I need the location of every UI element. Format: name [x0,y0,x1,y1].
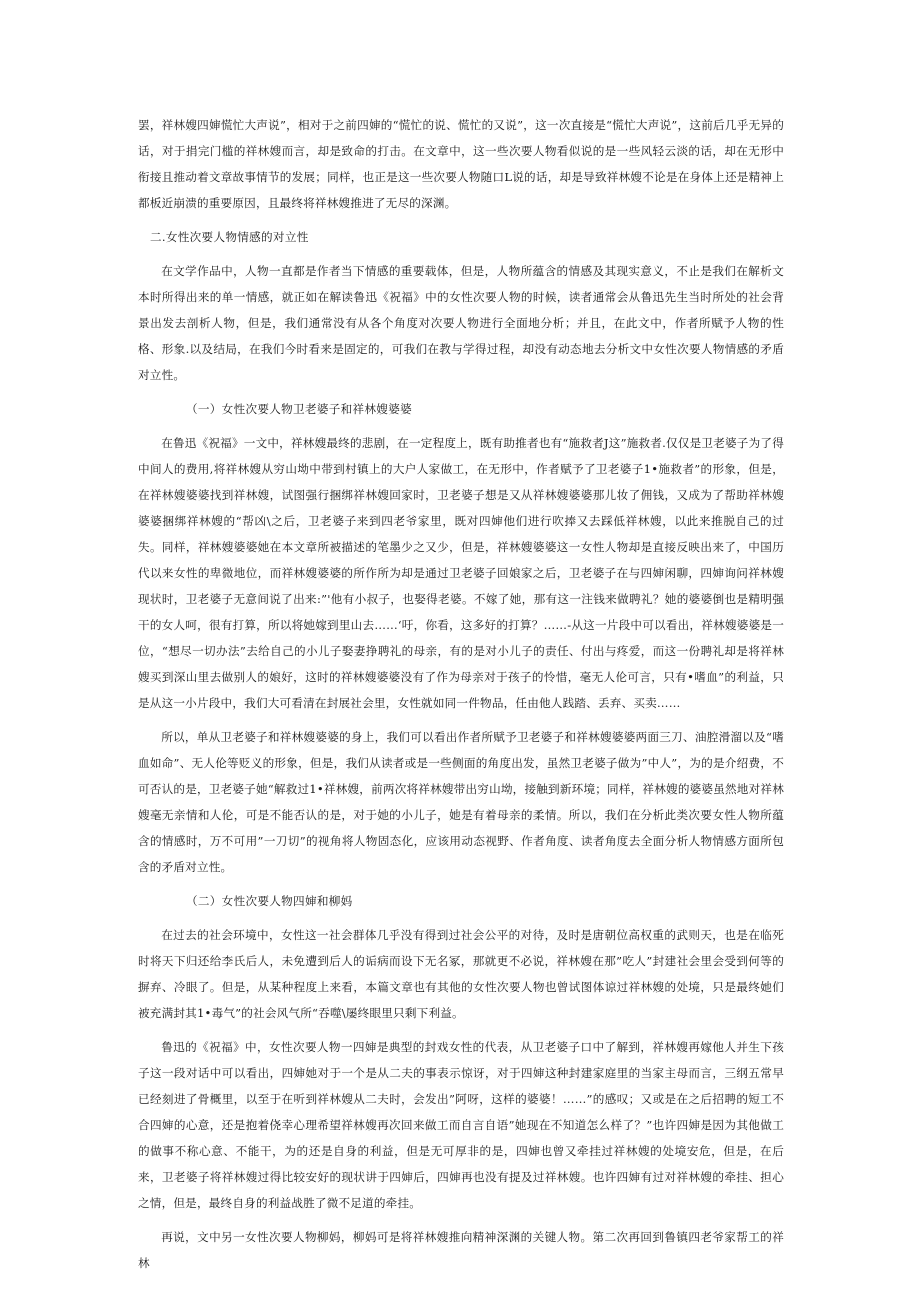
paragraph-5: 在过去的社会环境中，女性这一社会群体几乎没有得到过社会公平的对待，及时是唐朝位高权重的武则天，也是在临死时将天下归还给李氏后人，未免遭到后人的诟病而设下无名冢，那就更不必说，祥林嫂在那”吃人”封建社会里会受到何等的摒弃、冷眼了。但是，从某种程度上来看，本篇文章也有其他的女性次要人物也曾试图体谅过祥林嫂的处境，只是最终她们被充满封其1•毒气”的社会风气所“吞噬\屡终眼里只剩下利益。 [138,928,784,1020]
paragraph-4: 所以，单从卫老婆子和祥林嫂婆婆的身上，我们可以看出作者所赋予卫老婆子和祥林嫂婆婆两面三刀、油腔滑溜以及“嗜血如命”、无人伦等贬义的形象，但是，我们从读者或是一些侧面的角度出发，虽然卫老婆子做为”中人”，为的是介绍费，不可否认的是，卫老婆子她“解救过1•祥林嫂，前两次将祥林嫂带出穷山坳，接触到新环境；同样，祥林嫂的婆婆虽然地对祥林嫂毫无亲情和人伦，可是不能否认的是，对于她的小儿子，她是有着母亲的柔情。所以，我们在分析此类次要女性人物所蕴含的情感时，万不可用”一刀切”的视角将人物固态化，应该用动态视野、作者角度、读者角度去全面分析人物情感方面所包含的矛盾对立性。 [138,730,784,874]
subsection-heading-2: （二）女性次要人物四婶和柳妈 [186,894,353,908]
paragraph-1: 罢，祥林嫂四婶慌忙大声说”，相对于之前四婶的“慌忙的说、慌忙的又说”，这一次直接是“慌忙大声说”，这前后几乎无异的话，对于捐完门槛的祥林嫂而言，却是致命的打击。在文章中，这一些次要人物看似说的是一些风轻云淡的话，却在无形中衔接且推动着文章故事情节的发展；同样，也正是这一些次要人物随口L说的话，却是导致祥林嫂不论是在身体上还是精神上都板近崩溃的重要原因，且最终将祥林嫂推进了无尽的深渊。 [138,118,784,210]
subsection-heading-1: （一）女性次要人物卫老婆子和祥林嫂婆婆 [186,402,412,416]
paragraph-7: 再说，文中另一女性次要人物柳妈，柳妈可是将祥林嫂推向精神深渊的关键人物。第二次再回到鲁镇四老爷家帮工的祥林 [138,1230,784,1270]
paragraph-3: 在鲁迅《祝福》一文中，祥林嫂最终的悲剧，在一定程度上，既有助推者也有“施救者J这”施救者.仅仅是卫老婆子为了得中间人的费用,将祥林嫂从穷山坳中带到村镇上的大户人家做工，在无形中，作者赋予了卫老婆子1•施救者”的形象，但是，在祥林嫂婆婆找到祥林嫂，试图强行捆绑祥林嫂回家时，卫老婆子想是又从祥林嫂婆婆那儿妆了佣钱，又成为了帮助祥林嫂婆婆捆绑祥林嫂的“帮凶\之后，卫老婆子来到四老爷家里，既对四婶他们进行吹捧又去踩低祥林嫂，以此来推脱自己的过失。同样，祥林嫂婆婆她在本文章所被描述的笔墨少之又少，但是，祥林嫂婆婆这一女性人物却是直接反映出来了，中国历代以来女性的卑微地位，而祥林嫂婆婆的所作所为却是通过卫老婆子回娘家之后，卫老婆子在与四婶闲聊，四婶询问祥林嫂现状时，卫老婆子无意间说了出来:”'他有小叔子，也娶得老婆。不嫁了她，那有这一注钱来做聘礼？她的婆婆倒也是精明强干的女人呵，很有打算，所以将她嫁到里山去……‘吁，你看，这多好的打算？……-从这一片段中可以看出，祥林嫂婆婆是一位，“想尽一切办法”去给自己的小儿子娶妻挣聘礼的母亲，有的是对小儿子的责任、付出与疼爱，而这一份聘礼却是将祥林嫂买到深山里去做别人的娘好，这时的祥林嫂婆婆没有了作为母亲对于孩子的怜惜，毫无人伦可言，只有•嗜血”的利益，只是从这一小片段中，我们大可看清在封展社会里，女性就如同一件物品，任由他人践踏、丢弃、买卖…… [138,436,784,710]
document-page [138,112,784,1284]
paragraph-6: 鲁迅的《祝福》中，女性次要人物一四婶是典型的封戏女性的代表，从卫老婆子口中了解到，祥林嫂再嫁他人并生下孩子这一段对话中可以看出，四婶她对于一个是从二夫的事表示惊讶，对于四婶这种封建家庭里的当家主母而言，三纲五常早已经刻进了骨概里，以至于在听到祥林嫂从二夫时，会发出”阿呀，这样的婆婆！……”的感叹；又或是在之后招聘的短工不合四婶的心意，还是抱着侥幸心理希望祥林嫂再次回来做工而自言自语”她现在不知道怎么样了？”也许四婶是因为其他做工的做事不称心意、不能干，为的还是自身的利益，但是无可厚非的是，四婶也曾又牵挂过祥林嫂的处境安危，但是，在后来，卫老婆子将祥林嫂过得比较安好的现状讲于四婶后，四婶再也没有提及过祥林嫂。也许四婶有过对祥林嫂的牵挂、担心之情，但是，最终自身的利益战胜了微不足道的牵挂。 [138,1040,784,1210]
section-heading-2: 二.女性次要人物情感的对立性 [150,230,309,244]
paragraph-2: 在文学作品中，人物一直都是作者当下情感的重要载体，但是，人物所蕴含的情感及其现实意义，不止是我们在解析文本时所得出来的单一情感，就正如在解读鲁迅《祝福》中的女性次要人物的时候，读者通常会从鲁迅先生当时所处的社会背景出发去剖析人物，但是，我们通常没有从各个角度对次要人物进行全面地分析；并且，在此文中，作者所赋予人物的性格、形象.以及结局，在我们今时看来是固定的，可我们在教与学得过程，却没有动态地去分析文中女性次要人物情感的矛盾对立性。 [138,264,784,382]
